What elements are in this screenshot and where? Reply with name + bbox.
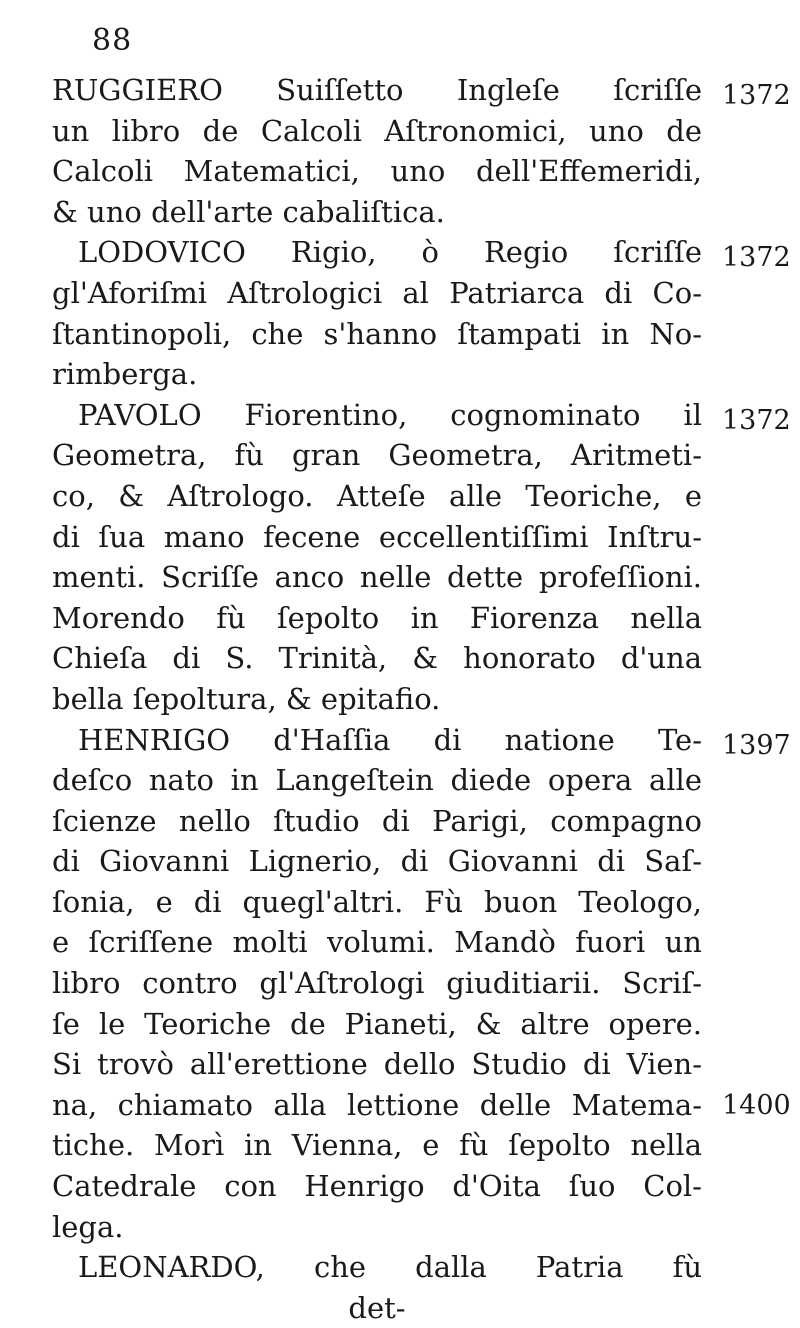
text-line: RUGGIERO Suiſſetto Ingleſe ſcriſſe [52,73,702,107]
text-line: Calcoli Matematici, uno dell'Effemeridi, [52,154,702,189]
text-line: Geometra, fù gran Geometra, Aritmeti- [52,438,702,473]
page-number: 88 [92,23,133,58]
text-line: un libro de Calcoli Aſtronomici, uno de [52,113,702,148]
text-line: PAVOLO Fiorentino, cognominato il [78,397,702,432]
text-line: menti. Scriſſe anco nelle dette profeſſioni. [52,560,702,595]
margin-year: 1372 [722,80,791,111]
text-line: co, & Aſtrologo. Atteſe alle Teoriche, e [52,478,702,513]
text-line: Chieſa di S. Trinità, & honorato d'una [52,641,702,676]
text-line: libro contro gl'Aſtrologi giuditiarii. Scriſ- [52,966,702,1001]
text-line: deſco nato in Langeſtein diede opera alle [52,763,702,798]
text-line: di Giovanni Lignerio, di Giovanni di Saſ- [52,844,702,879]
text-line: ſonia, e di quegl'altri. Fù buon Teologo, [52,884,702,919]
text-line: tiche. Morì in Vienna, e fù ſepolto nella [52,1128,702,1163]
text-line: LODOVICO Rigio, ò Regio ſcriſſe [78,235,702,270]
text-line: e ſcriſſene molti volumi. Mandò fuori un [52,925,702,960]
margin-year: 1372 [722,405,791,436]
text-line: bella ſepoltura, & epitafio. [52,681,441,716]
text-line: LEONARDO, che dalla Patria fù [78,1250,702,1285]
text-line: Morendo fù ſepolto in Fiorenza nella [52,600,702,635]
text-line: det- [348,1290,406,1325]
text-line: ſe le Teoriche de Pianeti, & altre opere. [52,1006,702,1041]
text-line: Si trovò all'erettione dello Studio di Vien- [52,1047,702,1082]
margin-year: 1400 [722,1090,791,1121]
body-text [52,70,702,1328]
margin-year: 1397 [722,730,791,761]
text-line: & uno dell'arte cabaliſtica. [52,194,445,229]
text-line: na, chiamato alla lettione delle Matema- [52,1087,702,1122]
text-line: ſcienze nello ſtudio di Parigi, compagno [52,803,702,838]
text-line: lega. [52,1209,124,1244]
text-line: Catedrale con Henrigo d'Oita ſuo Col- [52,1169,702,1204]
text-line: gl'Aforiſmi Aſtrologici al Patriarca di Co- [52,275,702,310]
text-line: rimberga. [52,357,198,392]
text-line: HENRIGO d'Haſſia di natione Te- [78,722,702,757]
margin-year: 1372 [722,242,791,273]
text-line: ſtantinopoli, che s'hanno ſtampati in No- [52,316,702,351]
text-line: di ſua mano fecene eccellentiſſimi Inſtru- [52,519,702,554]
